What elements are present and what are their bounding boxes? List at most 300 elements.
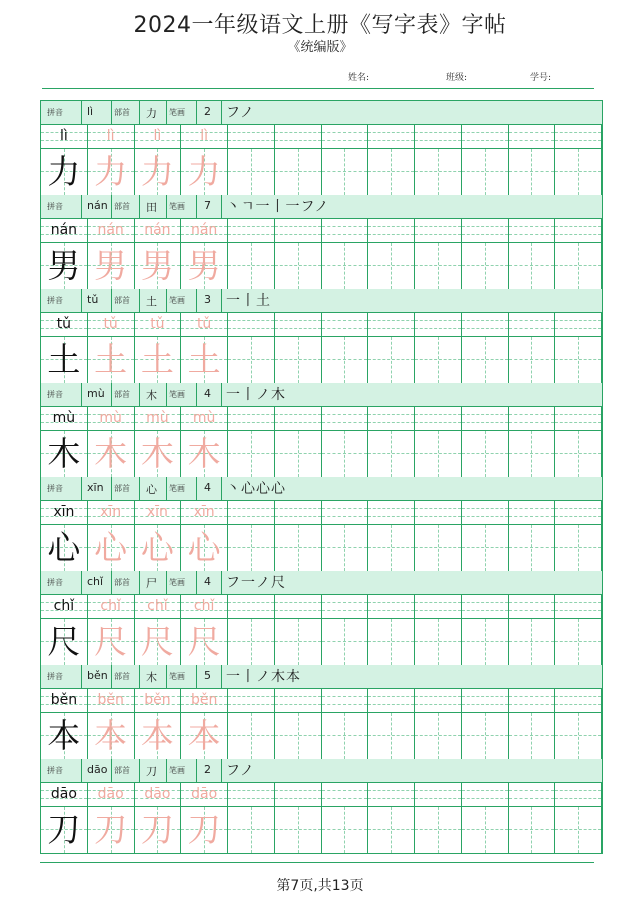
pinyin-writing-cell[interactable] xyxy=(322,595,369,618)
trace-character: 本 xyxy=(94,716,128,755)
header-divider xyxy=(41,383,222,406)
guide-line xyxy=(228,320,274,321)
guide-line xyxy=(509,226,555,227)
guide-line xyxy=(415,696,461,697)
pinyin-writing-cell[interactable] xyxy=(555,689,602,712)
character-writing-cell[interactable] xyxy=(135,619,182,665)
guide-line xyxy=(509,508,555,509)
character-writing-cell[interactable] xyxy=(415,337,462,383)
character-writing-cell[interactable] xyxy=(88,243,135,289)
guide-line xyxy=(509,132,555,133)
pinyin-writing-cell[interactable] xyxy=(415,313,462,336)
pinyin-writing-cell[interactable] xyxy=(368,313,415,336)
guide-line xyxy=(462,132,508,133)
character-writing-cell[interactable] xyxy=(368,149,415,195)
character-writing-cell[interactable] xyxy=(228,149,275,195)
stroke-order: 丶心心心 xyxy=(226,481,286,497)
character-writing-cell[interactable] xyxy=(275,619,322,665)
pinyin-writing-cell[interactable] xyxy=(41,783,88,806)
radical-value: 土 xyxy=(146,295,157,308)
pinyin-writing-cell[interactable] xyxy=(415,689,462,712)
pinyin-writing-cell[interactable] xyxy=(41,313,88,336)
guide-line xyxy=(415,234,461,235)
pinyin-writing-cell[interactable] xyxy=(462,501,509,524)
stroke-count-label: 笔画 xyxy=(169,672,185,681)
pinyin-writing-cell[interactable] xyxy=(555,313,602,336)
character-writing-cell[interactable] xyxy=(415,431,462,477)
character-writing-cell[interactable] xyxy=(228,807,275,853)
pinyin-writing-cell[interactable] xyxy=(555,219,602,242)
guide-line xyxy=(578,337,579,383)
character-writing-cell[interactable] xyxy=(509,807,556,853)
guide-line xyxy=(438,807,439,853)
pinyin-writing-cell[interactable] xyxy=(415,407,462,430)
pinyin-writing-cell[interactable] xyxy=(415,219,462,242)
pinyin-writing-cell[interactable] xyxy=(275,689,322,712)
guide-line xyxy=(462,140,508,141)
guide-line xyxy=(368,140,414,141)
pinyin-writing-cell[interactable] xyxy=(368,689,415,712)
character-writing-cell[interactable] xyxy=(275,337,322,383)
pinyin-writing-cell[interactable] xyxy=(88,501,135,524)
radical-label: 部首 xyxy=(114,766,130,775)
guide-line xyxy=(322,422,368,423)
character-writing-cell[interactable] xyxy=(181,525,228,571)
pinyin-writing-cell[interactable] xyxy=(462,313,509,336)
guide-line xyxy=(391,243,392,289)
guide-line xyxy=(228,226,274,227)
pinyin-writing-cell[interactable] xyxy=(88,125,135,148)
pinyin-writing-cell[interactable] xyxy=(135,407,182,430)
pinyin-writing-cell[interactable] xyxy=(181,689,228,712)
guide-line xyxy=(368,320,414,321)
trace-pinyin: tǔ xyxy=(196,316,212,332)
pinyin-writing-cell[interactable] xyxy=(322,407,369,430)
guide-line xyxy=(578,431,579,477)
guide-line xyxy=(275,602,321,603)
pinyin-writing-cell[interactable] xyxy=(509,689,556,712)
guide-line xyxy=(462,602,508,603)
pinyin-writing-cell[interactable] xyxy=(228,219,275,242)
character-writing-cell[interactable] xyxy=(555,149,602,195)
pinyin-writing-cell[interactable] xyxy=(228,595,275,618)
pinyin-writing-cell[interactable] xyxy=(368,501,415,524)
pinyin-writing-cell[interactable] xyxy=(368,783,415,806)
trace-character: 男 xyxy=(187,246,221,285)
trace-character: 尺 xyxy=(187,622,221,661)
guide-line xyxy=(322,516,368,517)
character-writing-cell[interactable] xyxy=(368,619,415,665)
character-writing-cell[interactable] xyxy=(275,525,322,571)
guide-line xyxy=(578,619,579,665)
character-writing-cell[interactable] xyxy=(555,525,602,571)
pinyin-writing-cell[interactable] xyxy=(322,783,369,806)
pinyin-writing-cell[interactable] xyxy=(555,125,602,148)
pinyin-writing-cell[interactable] xyxy=(462,783,509,806)
character-writing-cell[interactable] xyxy=(88,149,135,195)
stroke-order: フノ xyxy=(226,105,255,121)
guide-line xyxy=(415,226,461,227)
character-writing-cell[interactable] xyxy=(135,337,182,383)
pinyin-label: 拼音 xyxy=(47,390,63,399)
pinyin-writing-cell[interactable] xyxy=(228,313,275,336)
character-writing-cell[interactable] xyxy=(368,807,415,853)
character-writing-cell[interactable] xyxy=(322,149,369,195)
pinyin-writing-cell[interactable] xyxy=(322,125,369,148)
pinyin-practice-row xyxy=(41,407,602,431)
pinyin-writing-cell[interactable] xyxy=(509,407,556,430)
character-writing-cell[interactable] xyxy=(509,525,556,571)
character-writing-cell[interactable] xyxy=(555,619,602,665)
trace-character: 刀 xyxy=(187,810,221,849)
character-writing-cell[interactable] xyxy=(415,619,462,665)
pinyin-writing-cell[interactable] xyxy=(555,407,602,430)
pinyin-writing-cell[interactable] xyxy=(181,407,228,430)
class-field-label: 班级: xyxy=(446,73,468,83)
guide-line xyxy=(368,790,414,791)
pinyin-writing-cell[interactable] xyxy=(462,595,509,618)
character-writing-cell[interactable] xyxy=(181,619,228,665)
character-writing-cell[interactable] xyxy=(415,149,462,195)
pinyin-writing-cell[interactable] xyxy=(88,219,135,242)
pinyin-writing-cell[interactable] xyxy=(228,501,275,524)
character-writing-cell[interactable] xyxy=(275,243,322,289)
character-writing-cell[interactable] xyxy=(509,337,556,383)
character-writing-cell[interactable] xyxy=(555,807,602,853)
character-writing-cell[interactable] xyxy=(135,807,182,853)
model-pinyin: nán xyxy=(50,222,78,238)
radical-label: 部首 xyxy=(114,202,130,211)
trace-pinyin: běn xyxy=(190,692,218,708)
character-block xyxy=(41,101,602,195)
guide-line xyxy=(344,243,345,289)
guide-line xyxy=(322,414,368,415)
trace-character: 土 xyxy=(187,340,221,379)
header-divider xyxy=(41,195,222,218)
guide-line xyxy=(555,320,601,321)
pinyin-writing-cell[interactable] xyxy=(275,313,322,336)
trace-character: 木 xyxy=(94,434,128,473)
character-writing-cell[interactable] xyxy=(135,713,182,759)
pinyin-label: 拼音 xyxy=(47,578,63,587)
pinyin-writing-cell[interactable] xyxy=(228,407,275,430)
pinyin-writing-cell[interactable] xyxy=(322,219,369,242)
character-writing-cell[interactable] xyxy=(555,713,602,759)
trace-pinyin: chǐ xyxy=(147,598,168,614)
character-writing-cell[interactable] xyxy=(462,149,509,195)
character-writing-cell[interactable] xyxy=(181,713,228,759)
character-writing-cell[interactable] xyxy=(41,431,88,477)
character-writing-cell[interactable] xyxy=(415,713,462,759)
stroke-count-label: 笔画 xyxy=(169,296,185,305)
character-writing-cell[interactable] xyxy=(415,243,462,289)
trace-pinyin: tǔ xyxy=(103,316,118,332)
guide-line xyxy=(555,798,601,799)
stroke-count-label: 笔画 xyxy=(169,390,185,399)
character-writing-cell[interactable] xyxy=(88,807,135,853)
character-writing-cell[interactable] xyxy=(368,525,415,571)
guide-line xyxy=(228,602,274,603)
pinyin-writing-cell[interactable] xyxy=(135,501,182,524)
guide-line xyxy=(485,337,486,383)
character-writing-cell[interactable] xyxy=(41,149,88,195)
radical-value: 木 xyxy=(146,389,157,402)
pinyin-writing-cell[interactable] xyxy=(462,219,509,242)
pinyin-writing-cell[interactable] xyxy=(368,125,415,148)
guide-line xyxy=(368,610,414,611)
pinyin-writing-cell[interactable] xyxy=(181,501,228,524)
pinyin-writing-cell[interactable] xyxy=(322,689,369,712)
pinyin-writing-cell[interactable] xyxy=(509,783,556,806)
character-info-header xyxy=(41,665,602,689)
pinyin-writing-cell[interactable] xyxy=(509,501,556,524)
pinyin-practice-row xyxy=(41,313,602,337)
pinyin-writing-cell[interactable] xyxy=(41,501,88,524)
pinyin-writing-cell[interactable] xyxy=(228,125,275,148)
pinyin-writing-cell[interactable] xyxy=(555,595,602,618)
character-writing-cell[interactable] xyxy=(415,525,462,571)
character-writing-cell[interactable] xyxy=(41,337,88,383)
pinyin-writing-cell[interactable] xyxy=(135,595,182,618)
character-writing-cell[interactable] xyxy=(41,525,88,571)
character-writing-cell[interactable] xyxy=(41,619,88,665)
pinyin-writing-cell[interactable] xyxy=(462,125,509,148)
pinyin-writing-cell[interactable] xyxy=(88,407,135,430)
guide-line xyxy=(462,704,508,705)
pinyin-writing-cell[interactable] xyxy=(228,689,275,712)
character-writing-cell[interactable] xyxy=(415,807,462,853)
trace-pinyin: lì xyxy=(200,128,209,144)
character-writing-cell[interactable] xyxy=(228,243,275,289)
character-writing-cell[interactable] xyxy=(509,243,556,289)
pinyin-writing-cell[interactable] xyxy=(181,219,228,242)
pinyin-writing-cell[interactable] xyxy=(509,313,556,336)
pinyin-writing-cell[interactable] xyxy=(41,595,88,618)
radical-value: 力 xyxy=(146,107,157,120)
character-writing-cell[interactable] xyxy=(322,619,369,665)
character-writing-cell[interactable] xyxy=(462,431,509,477)
trace-character: 土 xyxy=(140,340,174,379)
pinyin-label: 拼音 xyxy=(47,202,63,211)
pinyin-writing-cell[interactable] xyxy=(275,501,322,524)
character-writing-cell[interactable] xyxy=(368,337,415,383)
pinyin-writing-cell[interactable] xyxy=(181,125,228,148)
guide-line xyxy=(509,422,555,423)
guide-line xyxy=(322,696,368,697)
character-writing-cell[interactable] xyxy=(322,431,369,477)
character-writing-cell[interactable] xyxy=(555,431,602,477)
pinyin-writing-cell[interactable] xyxy=(275,125,322,148)
radical-value: 木 xyxy=(146,671,157,684)
character-writing-cell[interactable] xyxy=(88,619,135,665)
pinyin-writing-cell[interactable] xyxy=(88,783,135,806)
pinyin-writing-cell[interactable] xyxy=(41,219,88,242)
character-info-header xyxy=(41,383,602,407)
pinyin-writing-cell[interactable] xyxy=(275,219,322,242)
pinyin-writing-cell[interactable] xyxy=(275,595,322,618)
character-writing-cell[interactable] xyxy=(462,525,509,571)
character-writing-cell[interactable] xyxy=(88,713,135,759)
guide-line xyxy=(555,414,601,415)
pinyin-writing-cell[interactable] xyxy=(181,313,228,336)
pinyin-writing-cell[interactable] xyxy=(181,595,228,618)
model-character: 心 xyxy=(47,528,81,567)
guide-line xyxy=(509,610,555,611)
pinyin-value: tǔ xyxy=(87,293,99,306)
character-writing-cell[interactable] xyxy=(462,243,509,289)
pinyin-label: 拼音 xyxy=(47,296,63,305)
header-divider xyxy=(41,101,222,124)
guide-line xyxy=(275,704,321,705)
character-writing-cell[interactable] xyxy=(181,243,228,289)
character-writing-cell[interactable] xyxy=(555,243,602,289)
stroke-count-label: 笔画 xyxy=(169,766,185,775)
trace-character: 尺 xyxy=(140,622,174,661)
character-writing-cell[interactable] xyxy=(228,713,275,759)
pinyin-writing-cell[interactable] xyxy=(181,783,228,806)
pinyin-writing-cell[interactable] xyxy=(135,689,182,712)
pinyin-writing-cell[interactable] xyxy=(462,407,509,430)
pinyin-writing-cell[interactable] xyxy=(135,125,182,148)
character-writing-cell[interactable] xyxy=(88,337,135,383)
pinyin-writing-cell[interactable] xyxy=(135,219,182,242)
character-writing-cell[interactable] xyxy=(135,525,182,571)
character-writing-cell[interactable] xyxy=(322,713,369,759)
pinyin-writing-cell[interactable] xyxy=(555,783,602,806)
trace-character: 力 xyxy=(94,152,128,191)
guide-line xyxy=(275,508,321,509)
character-writing-cell[interactable] xyxy=(322,243,369,289)
character-writing-cell[interactable] xyxy=(135,431,182,477)
model-pinyin: lì xyxy=(59,128,68,144)
pinyin-writing-cell[interactable] xyxy=(368,407,415,430)
pinyin-writing-cell[interactable] xyxy=(415,125,462,148)
pinyin-writing-cell[interactable] xyxy=(322,501,369,524)
character-writing-cell[interactable] xyxy=(41,243,88,289)
character-writing-cell[interactable] xyxy=(462,619,509,665)
guide-line xyxy=(415,422,461,423)
guide-line xyxy=(322,320,368,321)
character-writing-cell[interactable] xyxy=(228,431,275,477)
pinyin-writing-cell[interactable] xyxy=(228,783,275,806)
pinyin-writing-cell[interactable] xyxy=(509,219,556,242)
character-writing-cell[interactable] xyxy=(275,431,322,477)
stroke-order: フ一ノ尺 xyxy=(226,575,286,591)
character-writing-cell[interactable] xyxy=(322,807,369,853)
guide-line xyxy=(555,790,601,791)
pinyin-writing-cell[interactable] xyxy=(88,313,135,336)
pinyin-writing-cell[interactable] xyxy=(368,595,415,618)
character-writing-cell[interactable] xyxy=(509,619,556,665)
guide-line xyxy=(462,328,508,329)
model-pinyin: tǔ xyxy=(56,316,72,332)
pinyin-writing-cell[interactable] xyxy=(415,783,462,806)
pinyin-writing-cell[interactable] xyxy=(415,595,462,618)
character-writing-cell[interactable] xyxy=(228,619,275,665)
trace-pinyin: lì xyxy=(106,128,115,144)
pinyin-writing-cell[interactable] xyxy=(88,595,135,618)
character-info-header xyxy=(41,101,602,125)
guide-line xyxy=(555,516,601,517)
character-writing-cell[interactable] xyxy=(88,525,135,571)
guide-line xyxy=(485,149,486,195)
character-writing-cell[interactable] xyxy=(41,807,88,853)
pinyin-writing-cell[interactable] xyxy=(509,125,556,148)
pinyin-writing-cell[interactable] xyxy=(275,407,322,430)
character-writing-cell[interactable] xyxy=(275,149,322,195)
pinyin-writing-cell[interactable] xyxy=(322,313,369,336)
pinyin-writing-cell[interactable] xyxy=(41,689,88,712)
pinyin-writing-cell[interactable] xyxy=(88,689,135,712)
guide-line xyxy=(509,328,555,329)
pinyin-writing-cell[interactable] xyxy=(135,313,182,336)
character-writing-cell[interactable] xyxy=(275,713,322,759)
character-writing-cell[interactable] xyxy=(228,337,275,383)
pinyin-writing-cell[interactable] xyxy=(41,407,88,430)
character-writing-cell[interactable] xyxy=(181,149,228,195)
character-writing-cell[interactable] xyxy=(462,807,509,853)
guide-line xyxy=(555,140,601,141)
page-number: 第7页,共13页 xyxy=(276,878,364,894)
character-writing-cell[interactable] xyxy=(181,337,228,383)
character-writing-cell[interactable] xyxy=(509,431,556,477)
guide-line xyxy=(462,320,508,321)
character-writing-cell[interactable] xyxy=(135,149,182,195)
character-writing-cell[interactable] xyxy=(135,243,182,289)
guide-line xyxy=(298,243,299,289)
character-writing-cell[interactable] xyxy=(322,337,369,383)
character-writing-cell[interactable] xyxy=(509,713,556,759)
character-writing-cell[interactable] xyxy=(555,337,602,383)
character-writing-cell[interactable] xyxy=(181,431,228,477)
character-writing-cell[interactable] xyxy=(368,713,415,759)
header-divider xyxy=(41,477,222,500)
pinyin-writing-cell[interactable] xyxy=(415,501,462,524)
character-writing-cell[interactable] xyxy=(41,713,88,759)
pinyin-writing-cell[interactable] xyxy=(509,595,556,618)
pinyin-writing-cell[interactable] xyxy=(135,783,182,806)
pinyin-writing-cell[interactable] xyxy=(368,219,415,242)
pinyin-writing-cell[interactable] xyxy=(462,689,509,712)
guide-line xyxy=(391,713,392,759)
character-writing-cell[interactable] xyxy=(228,525,275,571)
pinyin-writing-cell[interactable] xyxy=(41,125,88,148)
stroke-count-label: 笔画 xyxy=(169,202,185,211)
character-writing-cell[interactable] xyxy=(368,243,415,289)
character-writing-cell[interactable] xyxy=(275,807,322,853)
character-writing-cell[interactable] xyxy=(368,431,415,477)
character-writing-cell[interactable] xyxy=(181,807,228,853)
pinyin-writing-cell[interactable] xyxy=(275,783,322,806)
guide-line xyxy=(462,798,508,799)
pinyin-label: 拼音 xyxy=(47,108,63,117)
character-writing-cell[interactable] xyxy=(462,713,509,759)
radical-label: 部首 xyxy=(114,108,130,117)
character-writing-cell[interactable] xyxy=(88,431,135,477)
character-writing-cell[interactable] xyxy=(509,149,556,195)
guide-line xyxy=(275,328,321,329)
trace-character: 本 xyxy=(187,716,221,755)
character-writing-cell[interactable] xyxy=(462,337,509,383)
trace-character: 男 xyxy=(140,246,174,285)
radical-label: 部首 xyxy=(114,296,130,305)
guide-line xyxy=(415,516,461,517)
character-writing-cell[interactable] xyxy=(322,525,369,571)
pinyin-practice-row xyxy=(41,783,602,807)
trace-pinyin: mù xyxy=(146,410,169,426)
pinyin-writing-cell[interactable] xyxy=(555,501,602,524)
model-pinyin: běn xyxy=(50,692,78,708)
